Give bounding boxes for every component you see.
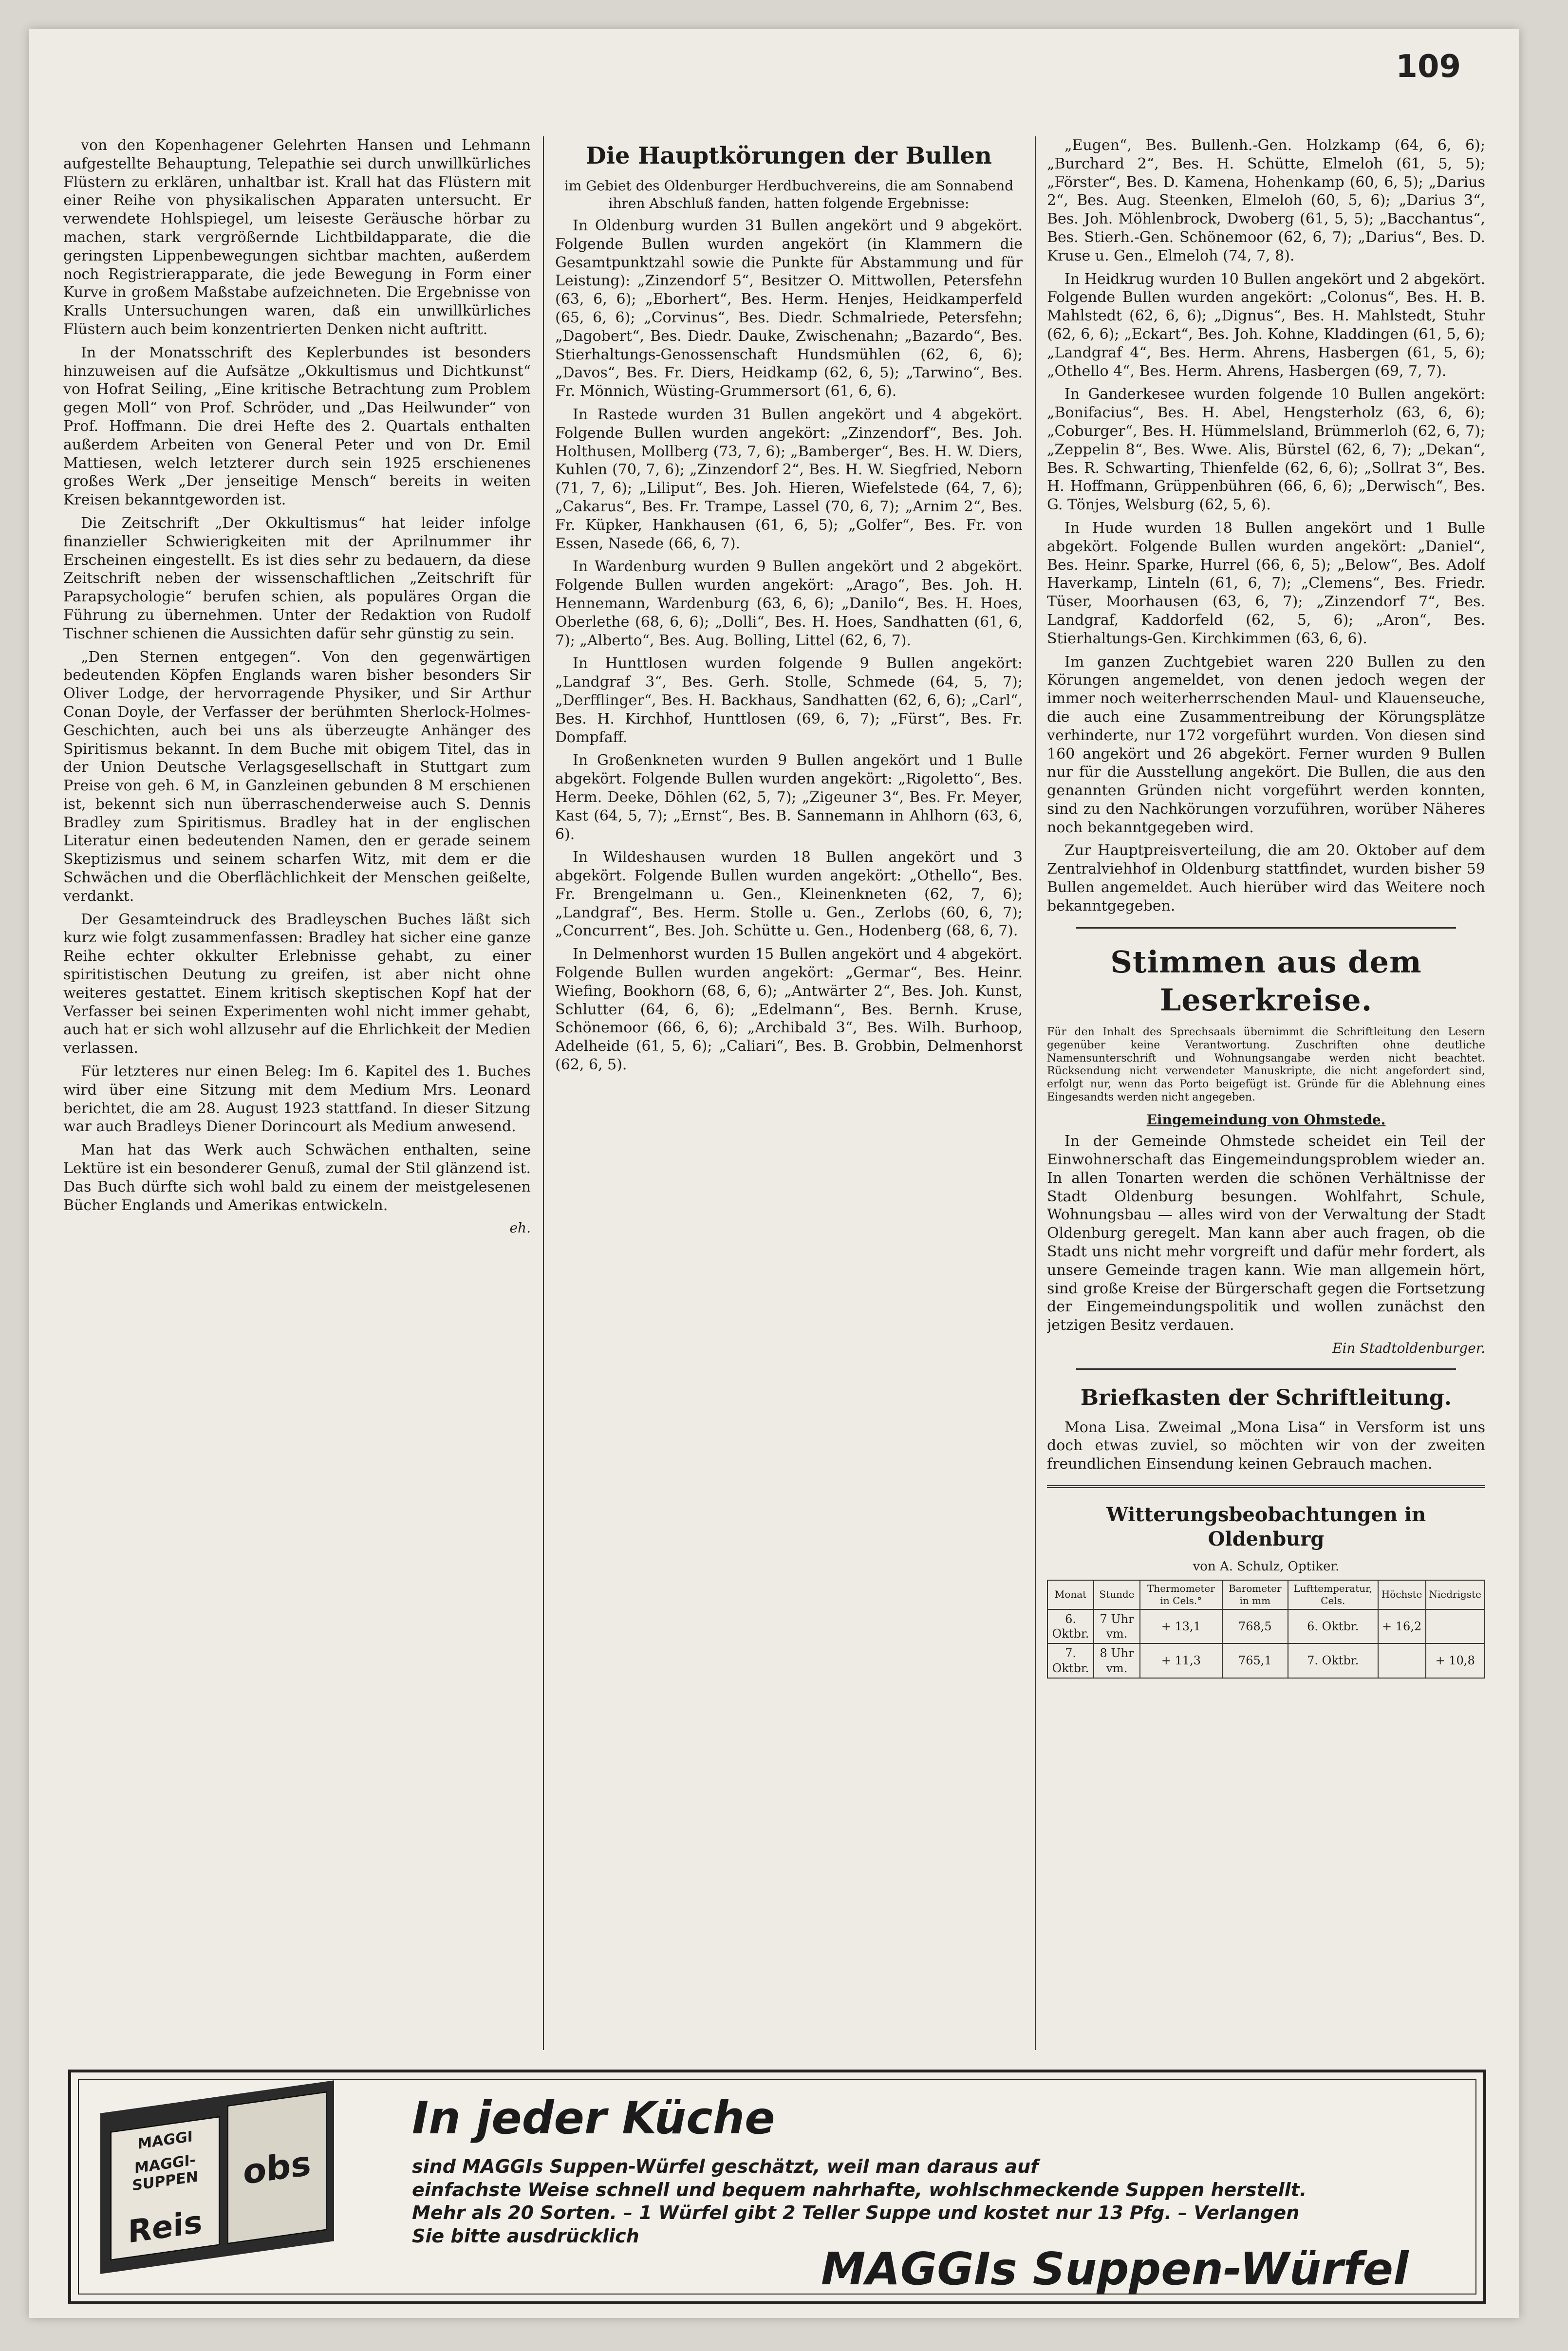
column-rule [543, 136, 544, 2050]
table-cell [1378, 1643, 1426, 1678]
package-side: obs [227, 2091, 327, 2244]
ad-line: einfachste Weise schnell und bequem nahrhafte, wohlschmeckende Suppen herstellt. [412, 2179, 1307, 2201]
table-header-row [1047, 1580, 1485, 1609]
table-cell: 6. Oktbr. [1288, 1609, 1378, 1643]
article-paragraph: In Wardenburg wurden 9 Bullen angekört und 2 abgekört. Folgende Bullen wurden angekört: „Arago“, Bes. Joh. H. Hennemann, Wardenburg (63, 6, 6); „Danilo“, Bes. H. Hoes, Oberlethe (68, 6, 6); „Dolli“, Bes. H. Hoes, Sandhatten (61, 6, 7); „Alberto“, Bes. Aug. Bolling, Littel (62, 6, 7). [555, 558, 1023, 649]
weather-table [1047, 1580, 1485, 1679]
column-rule [1035, 136, 1036, 2050]
section-divider [1076, 927, 1456, 929]
column-2 [555, 136, 1023, 2065]
weather-byline: von A. Schulz, Optiker. [1193, 1559, 1340, 1574]
newspaper-page [29, 29, 1519, 2318]
table-header: Höchste [1378, 1580, 1426, 1609]
subheadline: im Gebiet des Oldenburger Herdbuchvereins, die am Sonnabend ihren Abschluß fanden, hatten folgende Ergebnisse: [564, 178, 1014, 211]
disclaimer-note: Für den Inhalt des Sprechsaals übernimmt die Schriftleitung den Lesern gegenüber keine Verantwortung. Zuschriften ohne deutliche Namensunterschrift und Wohnungsangabe werden nicht beachtet. Rücksendung nicht verwendeter Manuskripte, die nicht angefordert sind, erfolgt nur, wenn das Porto beigefügt ist. Gründe für die Ablehnung eines Eingesandts werden nicht angegeben. [1047, 1026, 1485, 1104]
article-paragraph: Für letzteres nur einen Beleg: Im 6. Kapitel des 1. Buches wird über eine Sitzung mit dem Medium Mrs. Leonard berichtet, die am 28. August 1923 stattfand. In dieser Sitzung war auch Bradleys Diener Dorincourt als Medium anwesend. [63, 1063, 531, 1136]
column-1 [63, 136, 531, 2065]
article-paragraph: In Ganderkesee wurden folgende 10 Bullen angekört: „Bonifacius“, Bes. H. Abel, Hengsterholz (63, 6, 6); „Coburger“, Bes. H. Hümmelsland, Brümmerloh (62, 6, 7); „Zeppelin 8“, Bes. Wwe. Alis, Bürstel (62, 6, 7); „Dekan“, Bes. R. Schwarting, Thienfelde (62, 6, 6); „Sollrat 3“, Bes. H. Hoffmann, Grüppenbühren (66, 6, 6); „Derwisch“, Bes. G. Tönjes, Welsburg (62, 5, 6). [1047, 386, 1485, 514]
article-paragraph: In Hunttlosen wurden folgende 9 Bullen angekört: „Landgraf 3“, Bes. Gerh. Stolle, Schmede (64, 5, 7); „Derfflinger“, Bes. H. Backhaus, Sandhatten (62, 6, 6); „Carl“, Bes. H. Kirchhof, Hunttlosen (69, 6, 7); „Fürst“, Bes. Fr. Dompfaff. [555, 655, 1023, 746]
table-cell: + 16,2 [1378, 1609, 1426, 1643]
ad-text [412, 2155, 1444, 2248]
ad-line: sind MAGGIs Suppen-Würfel geschätzt, weil man daraus auf [412, 2156, 1039, 2177]
ad-line: Mehr als 20 Sorten. – 1 Würfel gibt 2 Teller Suppe und kostet nur 13 Pfg. – Verlangen [412, 2202, 1300, 2223]
table-cell: + 10,8 [1426, 1643, 1485, 1678]
article-paragraph: In Wildeshausen wurden 18 Bullen angekört und 3 abgekört. Folgende Bullen wurden angekört: „Othello“, Bes. Fr. Brengelmann u. Gen., Kleinenkneten (62, 7, 6); „Landgraf“, Bes. Herm. Stolle u. Gen., Zerlobs (60, 6, 7); „Concurrent“, Bes. Joh. Schütte u. Gen., Hodenberg (68, 6, 7). [555, 849, 1023, 940]
table-cell: + 13,1 [1140, 1609, 1222, 1643]
article-paragraph: In Rastede wurden 31 Bullen angekört und 4 abgekört. Folgende Bullen wurden angekört: „Zinzendorf“, Bes. Joh. Holthusen, Mollberg (73, 7, 6); „Bamberger“, Bes. H. W. Diers, Kuhlen (70, 7, 6); „Zinzendorf 2“, Bes. H. W. Siegfried, Neborn (71, 7, 6); „Liliput“, Bes. Joh. Hieren, Wiefelstede (64, 7, 6); „Cakarus“, Bes. Fr. Trampe, Lassel (70, 6, 7); „Arnim 2“, Bes. Fr. Küpker, Hankhausen (61, 6, 5); „Golfer“, Bes. Fr. von Essen, Nasede (66, 6, 7). [555, 406, 1023, 552]
table-cell: + 11,3 [1140, 1643, 1222, 1678]
article-paragraph: In Oldenburg wurden 31 Bullen angekört und 9 abgekört. Folgende Bullen wurden angekört (in Klammern die Gesamtpunktzahl sowie die Punkte für Abstammung und für Leistung): „Zinzendorf 5“, Besitzer O. Mittwollen, Petersfehn (63, 6, 6); „Eborhert“, Bes. Herm. Henjes, Heidkamperfeld (65, 6, 6); „Corvinus“, Bes. Diedr. Schmalriede, Petersfehn; „Dagobert“, Bes. Diedr. Dauke, Zwischenahn; „Bazardo“, Bes. Stierhaltungs-Genossenschaft Hundsmühlen (62, 6, 6); „Davos“, Bes. Fr. Diers, Heidkamp (62, 6, 5); „Tarwino“, Bes. Fr. Mönnich, Wüsting-Grummersort (61, 6, 6). [555, 217, 1023, 400]
table-cell: 7. Oktbr. [1288, 1643, 1378, 1678]
table-row [1047, 1643, 1485, 1678]
article-paragraph: Der Gesamteindruck des Bradleyschen Buches läßt sich kurz wie folgt zusammenfassen: Bradley hat sicher eine ganze Reihe echter okkulter Erlebnisse gehabt, zu einer spiritistischen Deutung zu greifen, ist aber nicht ohne weiteres gestattet. Einem kritisch skeptischen Kopf hat der Verfasser bei seinen Experimenten wohl nicht immer gehabt, auch hat er sich wohl allzusehr auf die Ehrlichkeit der Medien verlassen. [63, 911, 531, 1057]
table-header: Niedrigste [1426, 1580, 1485, 1609]
headline-bullen: Die Hauptkörungen der Bullen [586, 142, 992, 169]
package-label: Reis [128, 2204, 203, 2251]
table-header: Stunde [1094, 1580, 1140, 1609]
briefkasten-text: Mona Lisa. Zweimal „Mona Lisa“ in Versform ist uns doch etwas zuviel, so möchten wir von der zweiten freundlichen Einsendung keinen Gebrauch machen. [1047, 1418, 1485, 1473]
ad-brand: MAGGIs Suppen-Würfel [821, 2243, 1409, 2295]
table-row [1047, 1609, 1485, 1643]
table-header: Thermometer in Cels.° [1140, 1580, 1222, 1609]
column-3 [1047, 136, 1485, 2065]
article-paragraph: Im ganzen Zuchtgebiet waren 220 Bullen zu den Körungen angemeldet, von denen jedoch wegen der immer noch weiterherrschenden Maul- und Klauenseuche, die auch eine Zusammentreibung der Körungsplätze verhinderte, nur 172 vorgeführt wurden. Von diesen sind 160 angekört und 26 abgekört. Ferner wurden 9 Bullen nur für die Ausstellung angekört. Die Bullen, die aus den genannten Gründen nicht vorgeführt werden konnten, sind zu den Nachkörungen vorzuführen, worüber Näheres noch bekanntgegeben wird. [1047, 653, 1485, 836]
article-paragraph: Die Zeitschrift „Der Okkultismus“ hat leider infolge finanzieller Schwierigkeiten mit der Aprilnummer ihr Erscheinen eingestellt. Es ist dies sehr zu bedauern, da diese Zeitschrift neben der wissenschaftlichen „Zeitschrift für Parapsychologie“ berufen schien, als populäres Organ die Führung zu übernehmen. Unter der Redaktion von Rudolf Tischner schienen die Aussichten dafür sehr günstig zu sein. [63, 514, 531, 642]
ad-title: In jeder Küche [412, 2092, 775, 2144]
package-label: MAGGI-SUPPEN [132, 2151, 198, 2195]
headline-stimmen: Stimmen aus dem Leserkreise. [1110, 944, 1422, 1018]
table-cell: 7 Uhr vm. [1094, 1609, 1140, 1643]
maggi-package-icon [100, 2080, 334, 2274]
article-paragraph: In Hude wurden 18 Bullen angekört und 1 Bulle abgekört. Folgende Bullen wurden angekört: „Daniel“, Bes. Heinr. Sparke, Hurrel (66, 6, 5); „Below“, Bes. Adolf Haverkamp, Linteln (61, 6, 7); „Clemens“, Bes. Friedr. Tüser, Moorhausen (63, 6, 7); „Zinzendorf 7“, Bes. Landgraf, Kaddorfeld (62, 5, 6); „Aron“, Bes. Stierhaltungs-Gen. Kirchkimmen (63, 6, 6). [1047, 519, 1485, 647]
headline-briefkasten: Briefkasten der Schriftleitung. [1080, 1385, 1452, 1411]
ad-line: Sie bitte ausdrücklich [412, 2225, 639, 2247]
table-cell: 768,5 [1222, 1609, 1288, 1643]
article-signature: eh. [509, 1220, 531, 1236]
table-cell: 8 Uhr vm. [1094, 1643, 1140, 1678]
letter-title: Eingemeindung von Ohmstede. [1146, 1111, 1386, 1128]
table-cell [1426, 1609, 1485, 1643]
article-paragraph: Man hat das Werk auch Schwächen enthalten, seine Lektüre ist ein besonderer Genuß, zumal der Stil glänzend ist. Das Buch dürfte sich wohl bald zu einem der meistgelesenen Bücher Englands und Amerikas entwickeln. [63, 1141, 531, 1214]
table-header: Monat [1047, 1580, 1094, 1609]
maggi-advertisement [68, 2070, 1486, 2304]
section-divider [1047, 1485, 1485, 1488]
article-paragraph: In Großenkneten wurden 9 Bullen angekört und 1 Bulle abgekört. Folgende Bullen wurden angekört: „Rigoletto“, Bes. Herm. Deeke, Döhlen (62, 5, 7); „Zigeuner 3“, Bes. Fr. Meyer, Kast (64, 5, 7); „Ernst“, Bes. B. Sannemann in Ahlhorn (63, 6, 6). [555, 752, 1023, 843]
article-paragraph: „Den Sternen entgegen“. Von den gegenwärtigen bedeutenden Köpfen Englands waren bisher besonders Sir Oliver Lodge, der hervorragende Physiker, und Sir Arthur Conan Doyle, der Verfasser der berühmten Sherlock-Holmes-Geschichten, auch bei uns als überzeugte Anhänger des Spiritismus bekannt. In dem Buche mit obigem Titel, das in der Union Deutsche Verlagsgesellschaft in Stuttgart zum Preise von geh. 6 M, in Ganzleinen gebunden 8 M erschienen ist, bekennt sich nun überraschenderweise auch S. Dennis Bradley zum Spiritismus. Bradley hat in der englischen Literatur einen bedeutenden Namen, den er gerade seinem Skeptizismus und seinem scharfen Witz, mit dem er die Schwächen und die Oberflächlichkeit der Menschen geißelte, verdankt. [63, 648, 531, 905]
package-label: MAGGI [137, 2128, 193, 2153]
table-cell: 765,1 [1222, 1643, 1288, 1678]
article-paragraph: Zur Hauptpreisverteilung, die am 20. Oktober auf dem Zentralviehhof in Oldenburg stattfindet, wurden bisher 59 Bullen angemeldet. Auch hierüber wird das Weitere noch bekanntgegeben. [1047, 842, 1485, 914]
letter-signature: Ein Stadtoldenburger. [1332, 1340, 1485, 1356]
headline-weather: Witterungsbeobachtungen in Oldenburg [1106, 1503, 1426, 1551]
table-header: Barometer in mm [1222, 1580, 1288, 1609]
article-paragraph: In der Monatsschrift des Keplerbundes ist besonders hinzuweisen auf die Aufsätze „Okkultismus und Dichtkunst“ von Hofrat Seiling, „Eine kritische Betrachtung zum Problem gegen Moll“ von Prof. Schröder, und „Das Heilwunder“ von Prof. Hoffmann. Die drei Hefte des 2. Quartals enthalten außerdem Arbeiten von General Peter und von Dr. Emil Mattiesen, welch letzterer durch sein 1925 erschienenes großes Werk „Der jenseitige Mensch“ bereits in weiten Kreisen bekanntgeworden ist. [63, 344, 531, 509]
article-paragraph: In Delmenhorst wurden 15 Bullen angekört und 4 abgekört. Folgende Bullen wurden angekört: „Germar“, Bes. Heinr. Wiefing, Bookhorn (68, 6, 6); „Antwärter 2“, Bes. Joh. Kunst, Schlutter (64, 6, 6); „Edelmann“, Bes. Bernh. Kruse, Schönemoor (66, 6, 6); „Archibald 3“, Bes. Wilh. Burhoop, Adelheide (61, 5, 6); „Caliari“, Bes. B. Grobbin, Delmenhorst (62, 6, 5). [555, 946, 1023, 1074]
package-front [110, 2116, 220, 2261]
article-paragraph: „Eugen“, Bes. Bullenh.-Gen. Holzkamp (64, 6, 6); „Burchard 2“, Bes. H. Schütte, Elmeloh (61, 5, 5); „Förster“, Bes. D. Kamena, Hohenkamp (60, 6, 5); „Darius 2“, Bes. Aug. Steenken, Elmeloh (60, 5, 6); „Darius 3“, Bes. Joh. Möhlenbrock, Dwoberg (61, 5, 5); „Bacchantus“, Bes. Stierh.-Gen. Schönemoor (62, 6, 7); „Darius“, Bes. D. Kruse u. Gen., Elmeloh (74, 7, 8). [1047, 137, 1485, 264]
table-header: Lufttemperatur, Cels. [1288, 1580, 1378, 1609]
table-cell: 7. Oktbr. [1047, 1643, 1094, 1678]
article-paragraph: In Heidkrug wurden 10 Bullen angekört und 2 abgekört. Folgende Bullen wurden angekört: „Colonus“, Bes. H. B. Mahlstedt (62, 6, 6); „Dignus“, Bes. H. Mahlstedt, Stuhr (62, 6, 6); „Eckart“, Bes. Joh. Kohne, Kladdingen (61, 5, 6); „Landgraf 4“, Bes. Herm. Ahrens, Hasbergen (61, 5, 6); „Othello 4“, Bes. Herm. Ahrens, Hasbergen (69, 7, 7). [1047, 270, 1485, 380]
section-divider [1076, 1368, 1456, 1370]
table-cell: 6. Oktbr. [1047, 1609, 1094, 1643]
page-number: 109 [1396, 49, 1461, 85]
letter-text: In der Gemeinde Ohmstede scheidet ein Teil der Einwohnerschaft das Eingemeindungsproblem wieder an. In allen Tonarten werden die schönen Verhältnisse der Stadt Oldenburg besungen. Wohlfahrt, Schule, Wohnungsbau — alles wird von der Verwaltung der Stadt Oldenburg geregelt. Man kann aber auch fragen, ob die Stadt uns nicht mehr vorgreift und dafür mehr fordert, als unsere Gemeinde tragen kann. Wie man allgemein hört, sind große Kreise der Bürgerschaft gegen die Fortsetzung der Eingemeindungspolitik und wollen zunächst den jetzigen Besitz verdauen. [1047, 1133, 1485, 1334]
article-paragraph: von den Kopenhagener Gelehrten Hansen und Lehmann aufgestellte Behauptung, Telepathie sei durch unwillkürliches Flüstern zu erklären, unhaltbar ist. Krall hat das Flüstern mit einer Reihe von physikalischen Apparaten untersucht. Er verwendete Hohlspiegel, um leiseste Geräusche hörbar zu machen, stark vergrößernde Lichtbildapparate, die die geringsten Lippenbewegungen sichtbar machten, außerdem noch Registrierapparate, die jede Bewegung in Form einer Kurve in großem Maßstabe aufzeichneten. Die Ergebnisse von Kralls Untersuchungen waren, daß ein unwillkürliches Flüstern auch beim konzentrierten Denken nicht auftritt. [63, 137, 531, 338]
